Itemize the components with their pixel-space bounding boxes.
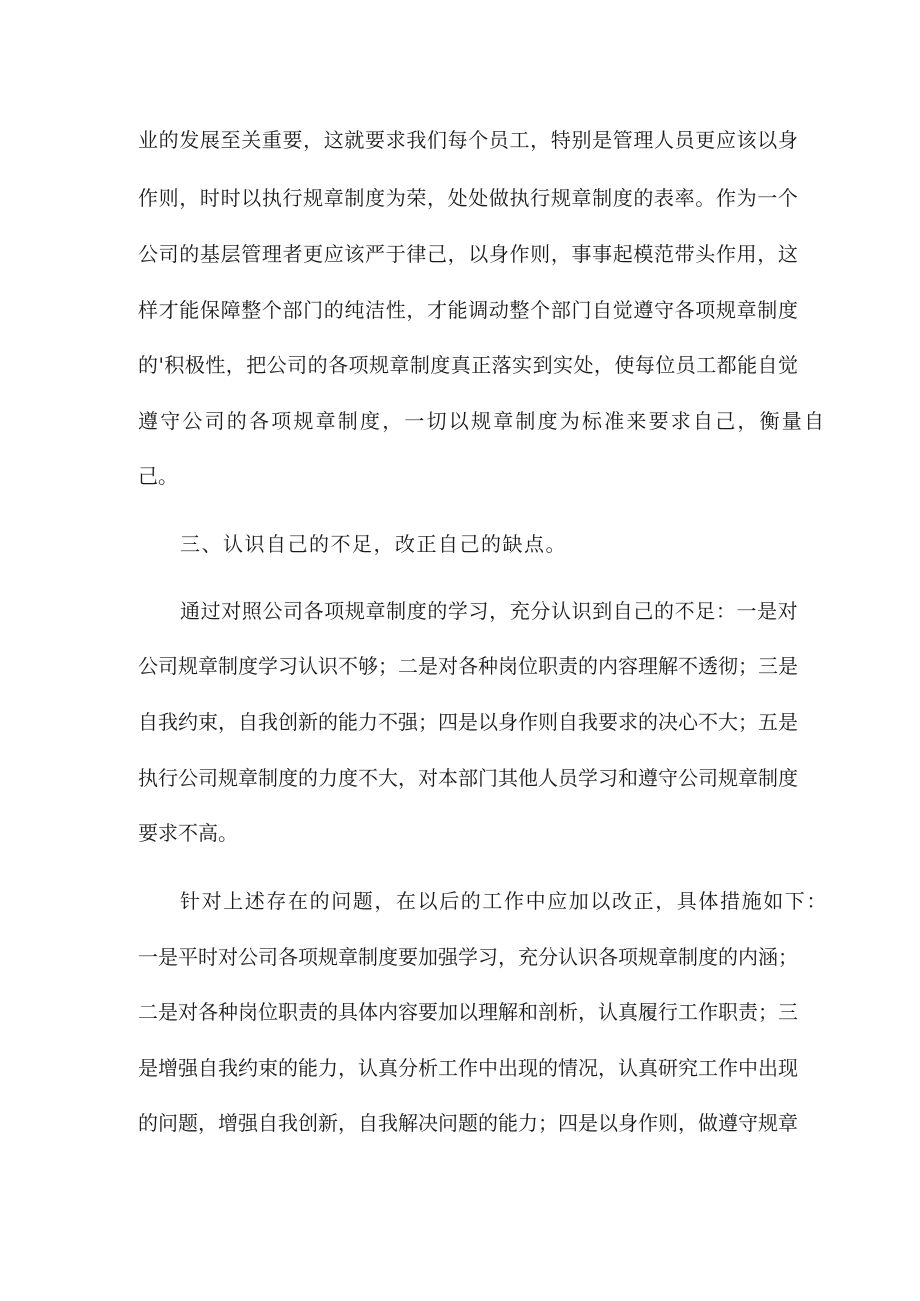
paragraph-2-line-2: 公 司 规 章 制 度 学 习 认 识 不 够 ； 二 是 对 各 种 岗 位 职 责 的 内 容 理 解 不 透 彻 ； 三 是 <box>138 654 798 678</box>
paragraph-3-line-5: 的 问 题 ， 增 强 自 我 创 新 ， 自 我 解 决 问 题 的 能 力 ； 四 是 以 身 作 则 ， 做 遵 守 规 章 <box>138 1111 798 1135</box>
section-heading: 三、认识自己的不足，改正自己的缺点。 <box>180 532 567 556</box>
paragraph-3-line-1: 针对上述存在的问题，在以后的工作中应加以改正，具体措施如下： <box>180 889 828 913</box>
paragraph-1-line-3: 公 司 的 基 层 管 理 者 更 应 该 严 于 律 己 ， 以 身 作 则 ， 事 事 起 模 范 带 头 作 用 ， 这 <box>138 242 798 266</box>
paragraph-2-line-1: 通 过 对 照 公 司 各 项 规 章 制 度 的 学 习 ， 充 分 认 识 到 自 己 的 不 足 ： 一 是 对 <box>180 599 798 623</box>
paragraph-2-line-4: 执 行 公 司 规 章 制 度 的 力 度 不 大 ， 对 本 部 门 其 他 人 员 学 习 和 遵 守 公 司 规 章 制 度 <box>138 766 798 790</box>
paragraph-2-line-3: 自 我 约 束 ， 自 我 创 新 的 能 力 不 强 ； 四 是 以 身 作 则 自 我 要 求 的 决 心 不 大 ； 五 是 <box>138 710 798 734</box>
paragraph-1-line-5: 的 ' 积 极 性 ， 把 公 司 的 各 项 规 章 制 度 真 正 落 实 到 实 处 ， 使 每 位 员 工 都 能 自 觉 <box>138 353 798 377</box>
paragraph-1-line-7: 己。 <box>138 464 178 488</box>
paragraph-2-line-5: 要求不高。 <box>138 821 238 845</box>
paragraph-3-line-3: 二 是 对 各 种 岗 位 职 责 的 具 体 内 容 要 加 以 理 解 和 剖 析 ， 认 真 履 行 工 作 职 责 ； 三 <box>138 1000 798 1024</box>
paragraph-3-line-4: 是 增 强 自 我 约 束 的 能 力 ， 认 真 分 析 工 作 中 出 现 的 情 况 ， 认 真 研 究 工 作 中 出 现 <box>138 1056 798 1080</box>
paragraph-1-line-4: 样 才 能 保 障 整 个 部 门 的 纯 洁 性 ， 才 能 调 动 整 个 部 门 自 觉 遵 守 各 项 规 章 制 度 <box>138 298 798 322</box>
paragraph-1-line-6: 遵守公司的各项规章制度，一切以规章制度为标准来要求自己，衡量自 <box>138 409 827 433</box>
paragraph-3-line-2: 一 是 平 时 对 公 司 各 项 规 章 制 度 要 加 强 学 习 ， 充 分 认 识 各 项 规 章 制 度 的 内 涵 ； <box>138 945 798 969</box>
paragraph-1-line-1: 业 的 发 展 至 关 重 要 ， 这 就 要 求 我 们 每 个 员 工 ， 特 别 是 管 理 人 员 更 应 该 以 身 <box>138 128 798 152</box>
paragraph-1-line-2: 作 则 ， 时 时 以 执 行 规 章 制 度 为 荣 ， 处 处 做 执 行 规 章 制 度 的 表 率 。 作 为 一 个 <box>138 186 798 210</box>
